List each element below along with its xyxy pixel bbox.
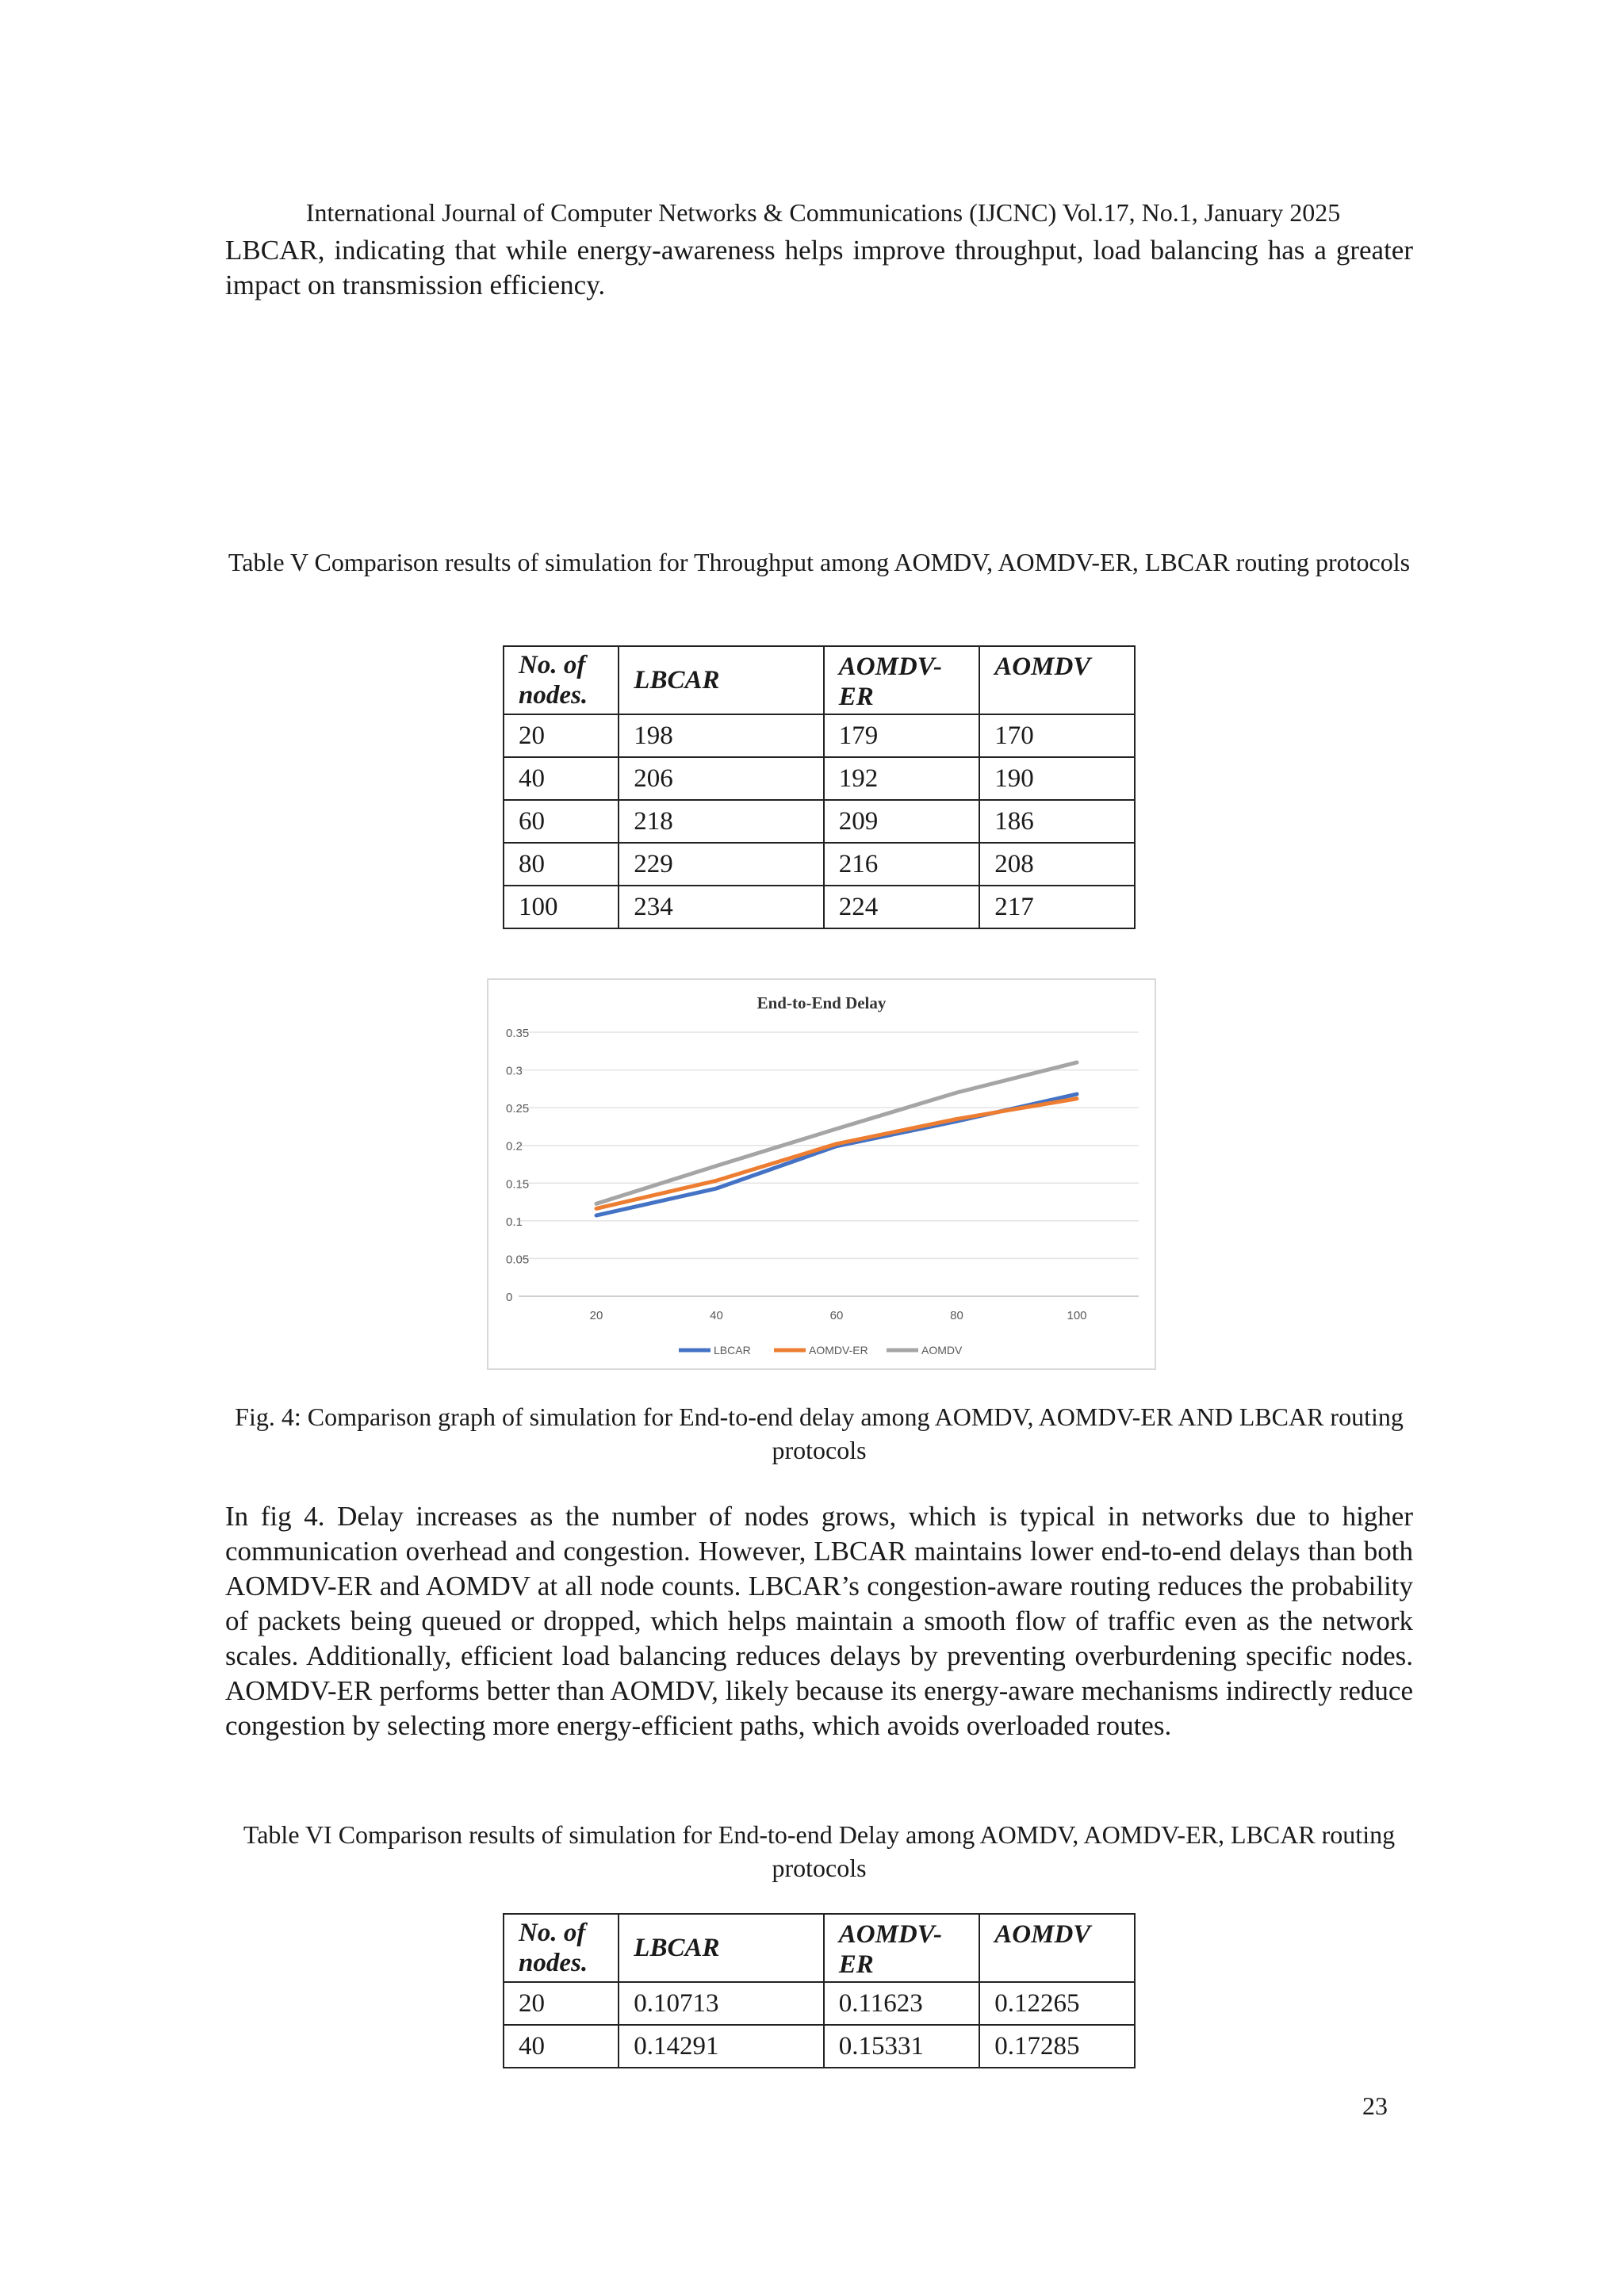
table-row bbox=[504, 1982, 1135, 2025]
y-tick-label: 0.15 bbox=[506, 1177, 530, 1192]
series-line-aomdv-er bbox=[596, 1099, 1077, 1209]
cell: 224 bbox=[824, 886, 980, 928]
cell: 20 bbox=[504, 714, 619, 757]
y-tick-label: 0.25 bbox=[506, 1102, 530, 1116]
y-tick-label: 0.3 bbox=[506, 1064, 523, 1078]
cell: 209 bbox=[824, 800, 980, 843]
x-tick-label: 100 bbox=[1067, 1309, 1087, 1322]
cell: 0.14291 bbox=[619, 2025, 823, 2068]
header-lbcar: LBCAR bbox=[619, 1914, 823, 1982]
x-tick-label: 60 bbox=[829, 1309, 844, 1322]
cell: 0.10713 bbox=[619, 1982, 823, 2025]
cell: 186 bbox=[979, 800, 1135, 843]
table-row bbox=[504, 2025, 1135, 2068]
cell: 179 bbox=[824, 714, 980, 757]
cell: 0.15331 bbox=[824, 2025, 980, 2068]
figure4-caption: Fig. 4: Comparison graph of simulation for End-to-end delay among AOMDV, AOMDV-ER AND LBCAR routing protocols bbox=[235, 1402, 1404, 1464]
cell: 20 bbox=[504, 1982, 619, 2025]
delay-table bbox=[503, 1913, 1136, 2068]
table-row bbox=[504, 843, 1135, 886]
paragraph-fig4: In fig 4. Delay increases as the number of nodes grows, which is typical in networks due to higher communication overhead and congestion. However, LBCAR maintains lower end-to-end delays than both AOMDV-ER and AOMDV at all node counts. LBCAR’s congestion-aware routing reduces the probability of packets being queued or dropped, which helps maintain a smooth flow of traffic even as the network scales. Additionally, efficient load balancing reduces delays by preventing overburdening specific nodes. AOMDV-ER performs better than AOMDV, likely because its energy-aware mechanisms indirectly reduce congestion by selecting more energy-efficient paths, which avoids overloaded routes. bbox=[225, 1501, 1413, 1741]
y-tick-label: 0 bbox=[506, 1291, 513, 1304]
cell: 218 bbox=[619, 800, 823, 843]
table-row bbox=[504, 886, 1135, 928]
header-nodes: No. of nodes. bbox=[504, 1914, 619, 1982]
cell: 60 bbox=[504, 800, 619, 843]
throughput-table bbox=[503, 645, 1136, 929]
header-aomdv-er: AOMDV-ER bbox=[824, 646, 980, 714]
header-nodes: No. of nodes. bbox=[504, 646, 619, 714]
legend-label: AOMDV-ER bbox=[809, 1344, 868, 1357]
table6-caption: Table VI Comparison results of simulation for End-to-end Delay among AOMDV, AOMDV-ER, LBCAR routing protocols bbox=[243, 1820, 1396, 1882]
x-tick-label: 40 bbox=[710, 1309, 723, 1322]
cell: 170 bbox=[979, 714, 1135, 757]
cell: 217 bbox=[979, 886, 1135, 928]
page-number: 23 bbox=[1362, 2091, 1388, 2120]
table-row bbox=[504, 757, 1135, 800]
cell: 0.11623 bbox=[824, 1982, 980, 2025]
cell: 192 bbox=[824, 757, 980, 800]
header-aomdv-er: AOMDV-ER bbox=[824, 1914, 980, 1982]
table-row bbox=[504, 714, 1135, 757]
cell: 216 bbox=[824, 843, 980, 886]
cell: 198 bbox=[619, 714, 823, 757]
delay-chart bbox=[487, 978, 1156, 1370]
header-aomdv: AOMDV bbox=[979, 646, 1135, 714]
cell: 100 bbox=[504, 886, 619, 928]
cell: 0.17285 bbox=[979, 2025, 1135, 2068]
cell: 40 bbox=[504, 2025, 619, 2068]
cell: 0.12265 bbox=[979, 1982, 1135, 2025]
x-tick-label: 80 bbox=[950, 1309, 963, 1322]
y-tick-label: 0.35 bbox=[506, 1027, 530, 1040]
cell: 190 bbox=[979, 757, 1135, 800]
cell: 234 bbox=[619, 886, 823, 928]
cell: 229 bbox=[619, 843, 823, 886]
table-row bbox=[504, 800, 1135, 843]
legend-label: LBCAR bbox=[714, 1344, 751, 1357]
table-header-row bbox=[504, 646, 1135, 714]
cell: 80 bbox=[504, 843, 619, 886]
chart-title: End-to-End Delay bbox=[756, 993, 887, 1012]
delay-chart-svg bbox=[488, 980, 1155, 1368]
cell: 206 bbox=[619, 757, 823, 800]
paragraph-top: LBCAR, indicating that while energy-awareness helps improve throughput, load balancing has a greater impact on transmission efficiency. bbox=[225, 235, 1413, 300]
journal-header: International Journal of Computer Networks & Communications (IJCNC) Vol.17, No.1, January 2025 bbox=[305, 198, 1341, 227]
y-tick-label: 0.05 bbox=[506, 1253, 530, 1267]
y-tick-label: 0.1 bbox=[506, 1215, 523, 1229]
cell: 40 bbox=[504, 757, 619, 800]
header-aomdv: AOMDV bbox=[979, 1914, 1135, 1982]
header-lbcar: LBCAR bbox=[619, 646, 823, 714]
table5-caption: Table V Comparison results of simulation for Throughput among AOMDV, AOMDV-ER, LBCAR routing protocols bbox=[228, 548, 1411, 576]
cell: 208 bbox=[979, 843, 1135, 886]
legend-label: AOMDV bbox=[921, 1344, 963, 1357]
x-tick-label: 20 bbox=[589, 1309, 603, 1322]
y-tick-label: 0.2 bbox=[506, 1139, 523, 1154]
table-header-row bbox=[504, 1914, 1135, 1982]
